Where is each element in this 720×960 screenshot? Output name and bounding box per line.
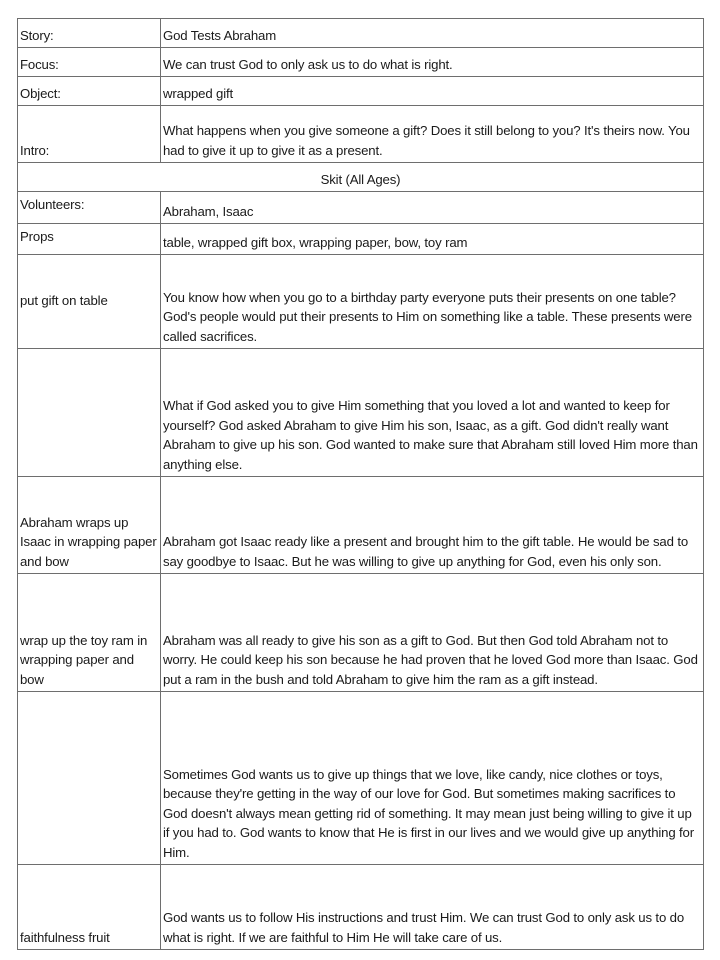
intro-value: What happens when you give someone a gift? Does it still belong to you? It's theirs now. You had to give it up to give it as a present. bbox=[161, 106, 704, 163]
lesson-table bbox=[17, 18, 704, 950]
skit-heading-row bbox=[18, 163, 704, 192]
volunteers-row bbox=[18, 192, 704, 224]
focus-label: Focus: bbox=[18, 48, 161, 77]
skit-step-row bbox=[18, 477, 704, 574]
skit-step-action: put gift on table bbox=[18, 255, 161, 349]
skit-step-text: What if God asked you to give Him something that you loved a lot and wanted to keep for yourself? God asked Abraham to give Him his son, Isaac, as a gift. God didn't really want Abraham to give up his son. God wanted to make sure that Abraham still loved Him more than anything else. bbox=[161, 349, 704, 477]
story-row bbox=[18, 19, 704, 48]
story-label: Story: bbox=[18, 19, 161, 48]
skit-step-row bbox=[18, 574, 704, 692]
volunteers-label: Volunteers: bbox=[18, 192, 161, 224]
object-label: Object: bbox=[18, 77, 161, 106]
skit-step-text: God wants us to follow His instructions and trust Him. We can trust God to only ask us to do what is right. If we are faithful to Him He will take care of us. bbox=[161, 865, 704, 950]
skit-step-row bbox=[18, 349, 704, 477]
story-value: God Tests Abraham bbox=[161, 19, 704, 48]
skit-step-row bbox=[18, 255, 704, 349]
skit-step-action bbox=[18, 349, 161, 477]
props-label: Props bbox=[18, 224, 161, 255]
skit-step-action: wrap up the toy ram in wrapping paper and bow bbox=[18, 574, 161, 692]
lesson-sheet bbox=[17, 18, 703, 950]
skit-step-action: Abraham wraps up Isaac in wrapping paper and bow bbox=[18, 477, 161, 574]
intro-label: Intro: bbox=[18, 106, 161, 163]
focus-row bbox=[18, 48, 704, 77]
focus-value: We can trust God to only ask us to do what is right. bbox=[161, 48, 704, 77]
skit-step-text: Sometimes God wants us to give up things that we love, like candy, nice clothes or toys, because they're getting in the way of our love for God. But sometimes making sacrifices to God doesn't always mean getting rid of something. It may mean just being willing to give it up if you had to. God wants to know that He is first in our lives and we would give up anything for Him. bbox=[161, 692, 704, 865]
skit-step-row bbox=[18, 692, 704, 865]
skit-step-action bbox=[18, 692, 161, 865]
props-value: table, wrapped gift box, wrapping paper, bow, toy ram bbox=[161, 224, 704, 255]
object-value: wrapped gift bbox=[161, 77, 704, 106]
skit-step-text: You know how when you go to a birthday party everyone puts their presents on one table? God's people would put their presents to Him on something like a table. These presents were called sacrifices. bbox=[161, 255, 704, 349]
skit-step-row bbox=[18, 865, 704, 950]
skit-step-text: Abraham was all ready to give his son as a gift to God. But then God told Abraham not to worry. He could keep his son because he had proven that he loved God more than Isaac. God put a ram in the bush and told Abraham to give him the ram as a gift instead. bbox=[161, 574, 704, 692]
volunteers-value: Abraham, Isaac bbox=[161, 192, 704, 224]
skit-heading: Skit (All Ages) bbox=[18, 163, 704, 192]
skit-step-text: Abraham got Isaac ready like a present and brought him to the gift table. He would be sad to say goodbye to Isaac. But he was willing to give up anything for God, even his only son. bbox=[161, 477, 704, 574]
intro-row bbox=[18, 106, 704, 163]
object-row bbox=[18, 77, 704, 106]
props-row bbox=[18, 224, 704, 255]
skit-step-action: faithfulness fruit bbox=[18, 865, 161, 950]
